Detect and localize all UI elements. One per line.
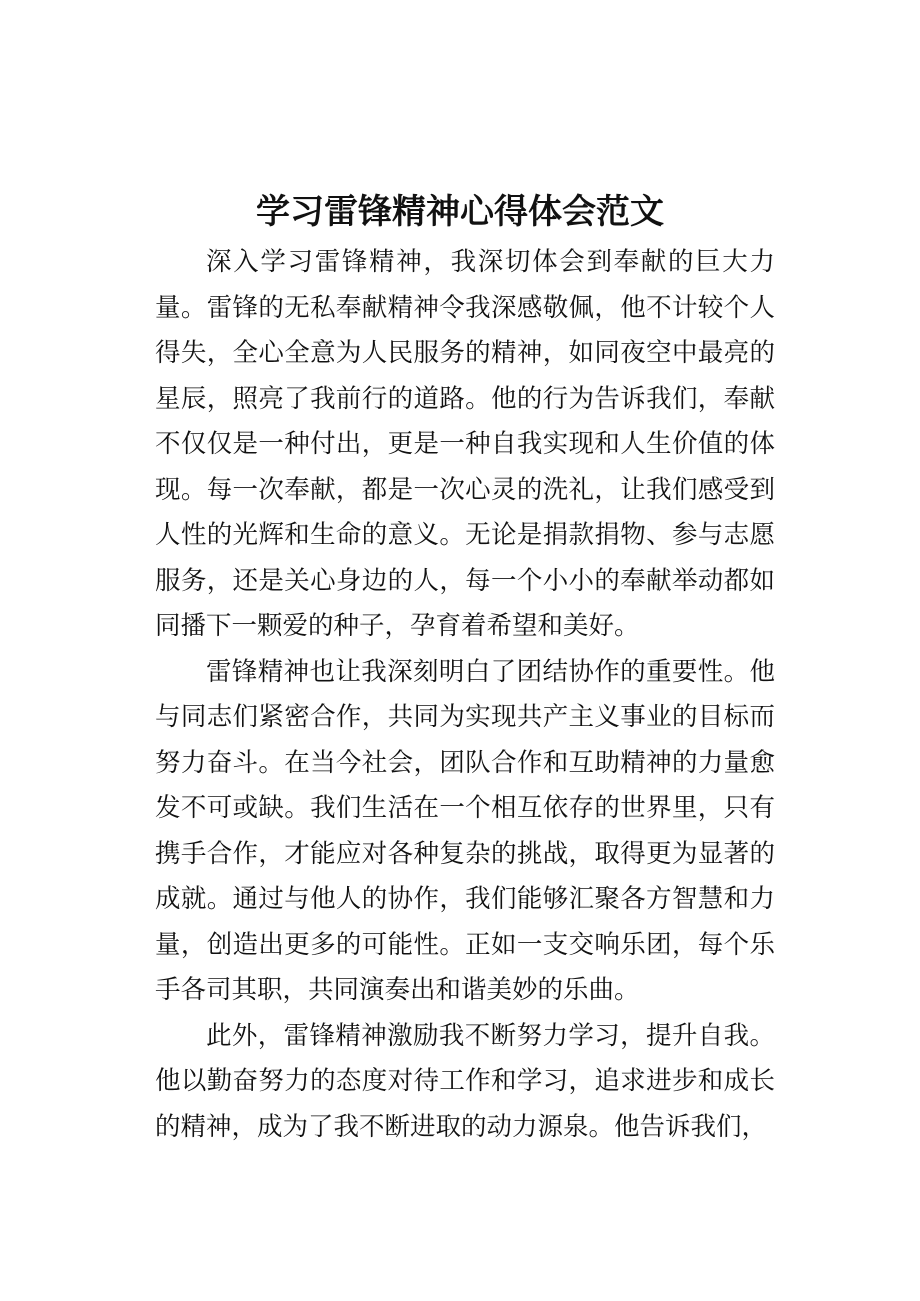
paragraph-2: 雷锋精神也让我深刻明白了团结协作的重要性。他与同志们紧密合作，共同为实现共产主义事业的目标而努力奋斗。在当今社会，团队合作和互助精神的力量愈发不可或缺。我们生活在一个相互依存的世界里，只有携手合作，才能应对各种复杂的挑战，取得更为显著的成就。通过与他人的协作，我们能够汇聚各方智慧和力量，创造出更多的可能性。正如一支交响乐团，每个乐手各司其职，共同演奏出和谐美妙的乐曲。 bbox=[155, 656, 775, 1005]
paragraph-3: 此外，雷锋精神激励我不断努力学习，提升自我。他以勤奋努力的态度对待工作和学习，追求进步和成长的精神，成为了我不断进取的动力源泉。他告诉我们， bbox=[155, 1020, 775, 1142]
document-body bbox=[155, 240, 775, 1150]
paragraph-1: 深入学习雷锋精神，我深切体会到奉献的巨大力量。雷锋的无私奉献精神令我深感敬佩，他不计较个人得失，全心全意为人民服务的精神，如同夜空中最亮的星辰，照亮了我前行的道路。他的行为告诉我们，奉献不仅仅是一种付出，更是一种自我实现和人生价值的体现。每一次奉献，都是一次心灵的洗礼，让我们感受到人性的光辉和生命的意义。无论是捐款捐物、参与志愿服务，还是关心身边的人，每一个小小的奉献举动都如同播下一颗爱的种子，孕育着希望和美好。 bbox=[155, 247, 775, 641]
document-title: 学习雷锋精神心得体会范文 bbox=[256, 192, 664, 232]
